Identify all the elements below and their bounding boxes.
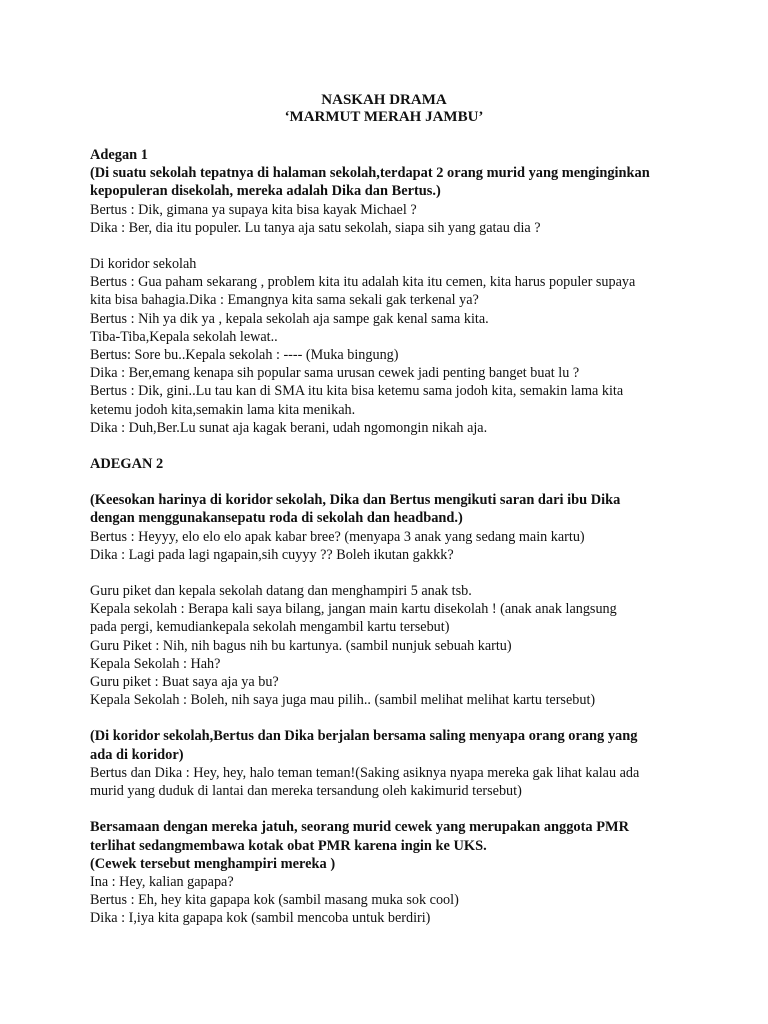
scene-heading: Adegan 1 xyxy=(90,147,148,163)
dialogue-line: Tiba-Tiba,Kepala sekolah lewat.. xyxy=(90,328,278,345)
dialogue-line: Bertus : Nih ya dik ya , kepala sekolah aja sampe gak kenal sama kita. xyxy=(90,310,489,327)
stage-direction: kepopuleran disekolah, mereka adalah Dika dan Bertus.) xyxy=(90,183,441,200)
dialogue-line: pada pergi, kemudiankepala sekolah mengambil kartu tersebut) xyxy=(90,619,450,636)
dialogue-line: Dika : I,iya kita gapapa kok (sambil mencoba untuk berdiri) xyxy=(90,910,431,927)
dialogue-line: Bertus : Dik, gini..Lu tau kan di SMA itu kita bisa ketemu sama jodoh kita, semakin lama kita xyxy=(90,383,624,400)
dialogue-line: Bertus : Dik, gimana ya supaya kita bisa kayak Michael ? xyxy=(90,201,417,218)
dialogue-line: Bertus dan Dika : Hey, hey, halo teman teman!(Saking asiknya nyapa mereka gak lihat kalau ada xyxy=(90,764,640,781)
document-body xyxy=(90,146,686,928)
stage-direction: (Di suatu sekolah tepatnya di halaman sekolah,terdapat 2 orang murid yang menginginkan xyxy=(90,165,650,182)
stage-direction: ada di koridor) xyxy=(90,746,184,763)
title-line-1: NASKAH DRAMA xyxy=(321,92,447,108)
stage-direction: (Cewek tersebut menghampiri mereka ) xyxy=(90,855,336,872)
stage-direction: Bersamaan dengan mereka jatuh, seorang murid cewek yang merupakan anggota PMR xyxy=(90,819,629,836)
dialogue-line: Bertus : Eh, hey kita gapapa kok (sambil masang muka sok cool) xyxy=(90,892,459,909)
dialogue-line: Bertus : Gua paham sekarang , problem kita itu adalah kita itu cemen, kita harus populer supaya xyxy=(90,274,636,291)
stage-direction: (Keesokan harinya di koridor sekolah, Dika dan Bertus mengikuti saran dari ibu Dika xyxy=(90,492,621,509)
dialogue-line: Guru Piket : Nih, nih bagus nih bu kartunya. (sambil nunjuk sebuah kartu) xyxy=(90,637,512,654)
dialogue-line: Dika : Ber,emang kenapa sih popular sama urusan cewek jadi penting banget buat lu ? xyxy=(90,365,580,382)
dialogue-line: Bertus : Heyyy, elo elo elo apak kabar bree? (menyapa 3 anak yang sedang main kartu) xyxy=(90,528,585,545)
dialogue-line: Guru piket dan kepala sekolah datang dan menghampiri 5 anak tsb. xyxy=(90,583,472,600)
stage-direction: (Di koridor sekolah,Bertus dan Dika berjalan bersama saling menyapa orang orang yang xyxy=(90,728,638,745)
dialogue-line: Kepala sekolah : Berapa kali saya bilang, jangan main kartu disekolah ! (anak anak langsung xyxy=(90,601,617,618)
dialogue-line: Bertus: Sore bu..Kepala sekolah : ---- (Muka bingung) xyxy=(90,347,399,364)
stage-direction: dengan menggunakansepatu roda di sekolah dan headband.) xyxy=(90,510,463,527)
scene-location: Di koridor sekolah xyxy=(90,256,197,273)
dialogue-line: Kepala Sekolah : Hah? xyxy=(90,655,221,672)
dialogue-line: Guru piket : Buat saya aja ya bu? xyxy=(90,674,279,691)
dialogue-line: kita bisa bahagia.Dika : Emangnya kita sama sekali gak terkenal ya? xyxy=(90,292,479,309)
dialogue-line: ketemu jodoh kita,semakin lama kita menikah. xyxy=(90,401,356,418)
document-title xyxy=(0,92,768,126)
scene-heading: ADEGAN 2 xyxy=(90,456,164,473)
dialogue-line: Ina : Hey, kalian gapapa? xyxy=(90,873,234,890)
dialogue-line: Dika : Ber, dia itu populer. Lu tanya aja satu sekolah, siapa sih yang gatau dia ? xyxy=(90,219,541,236)
dialogue-line: Dika : Lagi pada lagi ngapain,sih cuyyy ?? Boleh ikutan gakkk? xyxy=(90,546,454,563)
dialogue-line: murid yang duduk di lantai dan mereka tersandung oleh kakimurid tersebut) xyxy=(90,783,522,800)
dialogue-line: Kepala Sekolah : Boleh, nih saya juga mau pilih.. (sambil melihat melihat kartu tersebut) xyxy=(90,692,596,709)
title-line-2: ‘MARMUT MERAH JAMBU’ xyxy=(284,109,484,125)
dialogue-line: Dika : Duh,Ber.Lu sunat aja kagak berani, udah ngomongin nikah aja. xyxy=(90,419,488,436)
stage-direction: terlihat sedangmembawa kotak obat PMR karena ingin ke UKS. xyxy=(90,837,487,854)
